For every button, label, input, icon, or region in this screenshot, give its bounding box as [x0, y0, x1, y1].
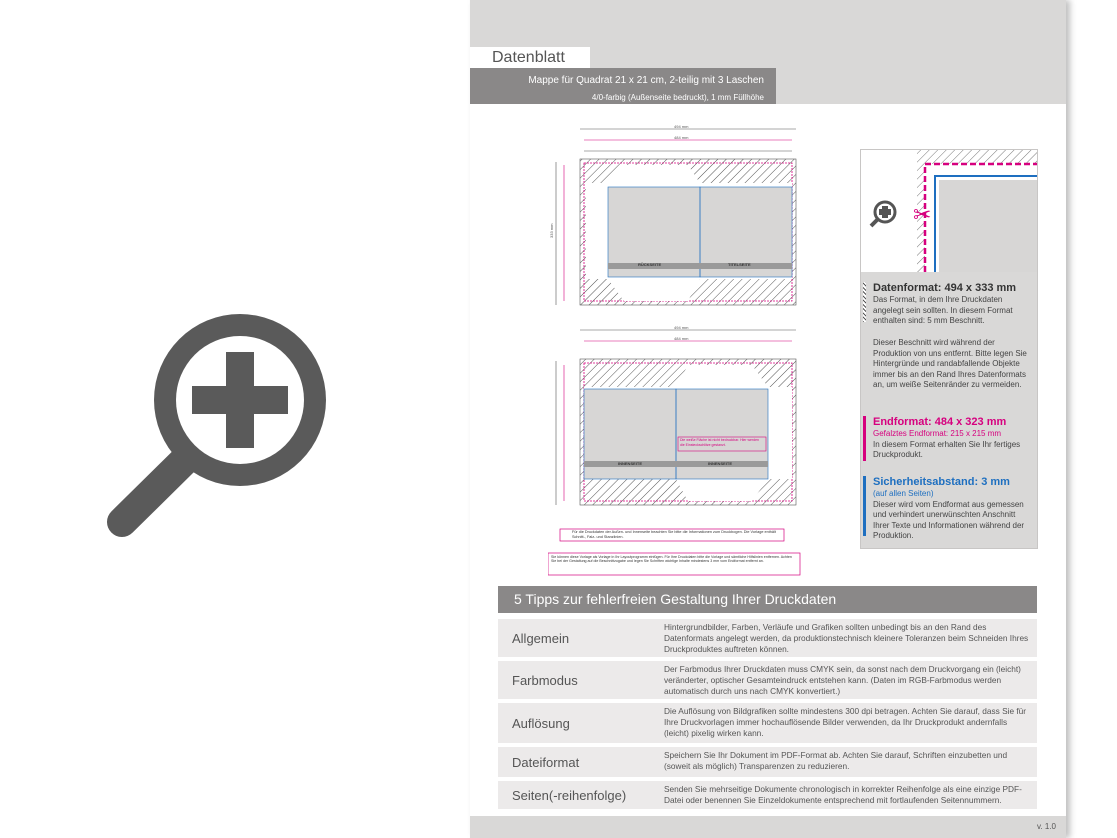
endformat-title: Endformat: 484 x 323 mm	[873, 416, 1007, 428]
version-label: v. 1.0	[1037, 822, 1056, 831]
datenformat-text: Das Format, in dem Ihre Druckdaten angelegt sein sollten. In diesem Format enthalten sind: 5 mm Beschnitt.	[873, 295, 1013, 325]
sicherheit-subtitle: (auf allen Seiten)	[873, 489, 934, 498]
tip-label: Seiten(-reihenfolge)	[512, 787, 627, 803]
label-rueckseite: RÜCKSEITE	[638, 262, 662, 267]
format-info-panel	[860, 149, 1038, 549]
label-titelseite: TITELSEITE	[728, 262, 751, 267]
tip-label: Auflösung	[512, 715, 570, 731]
svg-text:484 mm: 484 mm	[674, 135, 689, 140]
label-innenseite-right: INNENSEITE	[708, 461, 733, 466]
label-innenseite-left: INNENSEITE	[618, 461, 643, 466]
tip-row	[498, 619, 1037, 657]
tip-label: Farbmodus	[512, 672, 578, 688]
datenformat-title: Datenformat: 494 x 333 mm	[873, 282, 1017, 294]
product-subtitle: Mappe für Quadrat 21 x 21 cm, 2-teilig mit 3 Laschen	[528, 75, 764, 86]
sicherheit-section	[873, 476, 1031, 542]
inner-view-diagram	[556, 325, 796, 505]
tip-text: Hintergrundbilder, Farben, Verläufe und Grafiken sollten unbedingt bis an den Rand des Datenformats angelegt werden, da produktionstechnisch kleinere Toleranzen beim Schneiden Ihres Druckproduktes auftreten können.	[664, 622, 1029, 654]
tip-text: Senden Sie mehrseitige Dokumente chronologisch in korrekter Reihenfolge als eine einzige PDF-Datei oder benennen Sie Einzeldokumente entsprechend mit fortlaufenden Seitennummern.	[664, 784, 1022, 805]
folder-template-diagram	[548, 125, 810, 580]
svg-text:494 mm: 494 mm	[674, 325, 689, 330]
page-title: Datenblatt	[470, 47, 590, 68]
tip-row	[498, 781, 1037, 809]
tip-label: Dateiformat	[512, 754, 580, 770]
subtitle-bar	[470, 68, 776, 104]
zoom-in-icon[interactable]	[100, 300, 380, 560]
tip-row	[498, 747, 1037, 777]
endformat-text: In diesem Format erhalten Sie Ihr fertiges Druckprodukt.	[873, 439, 1021, 459]
tip-label: Allgemein	[512, 630, 570, 646]
tip-row	[498, 703, 1037, 743]
page-footer	[470, 816, 1066, 838]
datasheet-page	[470, 0, 1066, 838]
tip-text: Der Farbmodus Ihrer Druckdaten muss CMYK sein, da sonst nach dem Druckvorgang ein (leicht) veränderter, optischer Gesamteindruck entstehen kann. (Daten im RGB-Farbmodus werden automatisch durch uns nach CMYK konvertiert.)	[664, 664, 1021, 696]
svg-text:✂: ✂	[913, 203, 932, 228]
svg-text:494 mm: 494 mm	[674, 125, 689, 129]
tip-row	[498, 661, 1037, 699]
datenformat-section	[873, 282, 1031, 327]
format-detail-illustration	[861, 150, 1037, 272]
sicherheit-title: Sicherheitsabstand: 3 mm	[873, 476, 1010, 488]
punching-note: Die weiße Fläche ist nicht bedruckbar. Hier werden die Einsteckschlitze gestanzt.	[680, 438, 759, 447]
svg-text:484 mm: 484 mm	[674, 336, 689, 341]
sicherheit-text: Dieser wird vom Endformat aus gemessen und verhindert unerwünschten Anschnitt Ihrer Texte und Informationen während der Produktion.	[873, 499, 1025, 540]
beschnitt-text: Dieser Beschnitt wird während der Produktion von uns entfernt. Bitte legen Sie Hintergründe und randabfallende Objekte immer bis an den Rand Ihres Datenformats an, um weiße Seitenränder zu vermeiden.	[873, 338, 1027, 389]
tip-text: Speichern Sie Ihr Dokument im PDF-Format ab. Achten Sie darauf, Schriften einzubetten und (soweit als möglich) Transparenzen zu reduzieren.	[664, 750, 1008, 771]
tip-text: Die Auflösung von Bildgrafiken sollte mindestens 300 dpi betragen. Achten Sie darauf, dass Sie für Ihre Druckvorlagen immer hochauflösende Bilder verwenden, da Ihr Druckprodukt andernfalls (leicht) pixelig wirken kann.	[664, 706, 1027, 738]
print-subtitle: 4/0-farbig (Außenseite bedruckt), 1 mm Füllhöhe	[591, 93, 764, 102]
svg-text:333 mm: 333 mm	[549, 223, 554, 238]
outer-view-diagram	[549, 125, 796, 305]
endformat-section	[873, 416, 1031, 461]
warning-note-2: Sie können diese Vorlage als Vorlage in Ihr Layoutprogramm einfügen. Für Ihre Druckdaten bitte die Vorlage und sämtliche Hilfslinien entfernen. Achten Sie bei der Gestaltung auf die Beschnittzugabe und legen Sie Schriften wichtige Inhalte mindestens 3 mm vom Endformat entfernt an.	[551, 555, 792, 564]
endformat-subtitle: Gefalztes Endformat: 215 x 215 mm	[873, 429, 1002, 438]
warning-note-1: Für die Druckdaten der Außen- und Innenseite beachten Sie bitte die Informationen zum Druckbogen. Die Vorlage enthält Schnitt-, Falz- und Stanzlinien.	[572, 530, 776, 539]
tips-header: 5 Tipps zur fehlerfreien Gestaltung Ihrer Druckdaten	[498, 586, 1037, 613]
